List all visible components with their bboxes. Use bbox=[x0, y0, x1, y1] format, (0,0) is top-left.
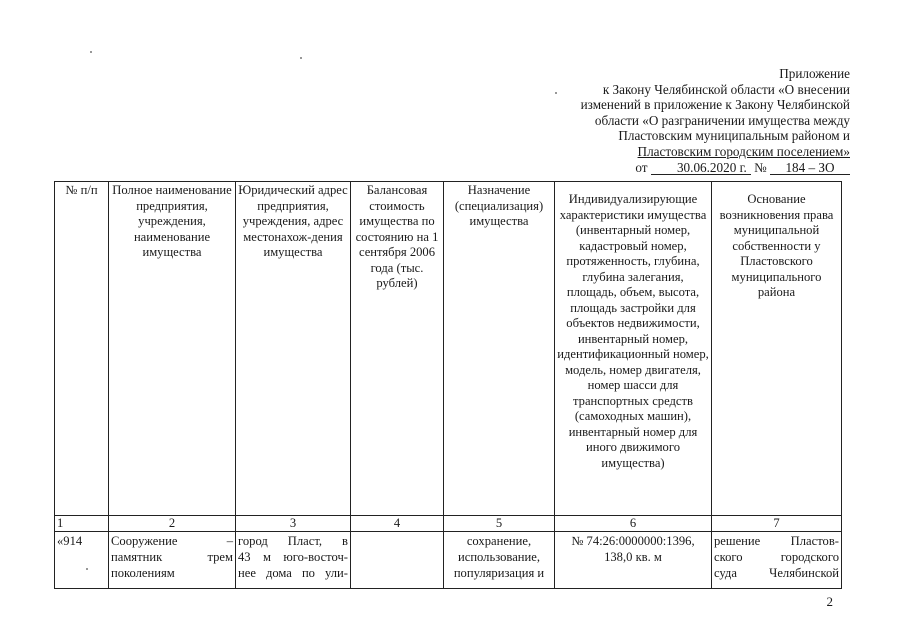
property-purpose-line: использование, bbox=[457, 550, 540, 564]
page-number: 2 bbox=[826, 594, 833, 609]
appendix-title: Приложение bbox=[779, 66, 850, 81]
property-address-line: нее дома по ули- bbox=[238, 566, 348, 580]
property-characteristics-line: 138,0 кв. м bbox=[604, 550, 662, 564]
ownership-basis bbox=[712, 532, 842, 589]
scan-speck bbox=[90, 51, 92, 53]
row-number: «914 bbox=[55, 532, 109, 589]
table-row bbox=[55, 532, 842, 589]
property-name bbox=[109, 532, 236, 589]
column-number: 7 bbox=[712, 516, 842, 532]
law-date: 30.06.2020 г. bbox=[651, 161, 751, 175]
column-number: 3 bbox=[236, 516, 351, 532]
table-header-row bbox=[55, 182, 842, 516]
column-numbers-row bbox=[55, 516, 842, 532]
property-name-line: памятник трем bbox=[111, 550, 233, 564]
number-prefix: № bbox=[754, 159, 767, 175]
ownership-basis-line: ского городского bbox=[714, 550, 839, 564]
appendix-header-line: Пластовским муниципальным районом и bbox=[618, 128, 850, 144]
column-number: 2 bbox=[109, 516, 236, 532]
ownership-basis-line: суда Челябинской bbox=[714, 566, 839, 580]
column-header-number: № п/п bbox=[55, 182, 109, 516]
column-number: 4 bbox=[351, 516, 444, 532]
appendix-header bbox=[530, 66, 850, 175]
law-date-number bbox=[530, 160, 850, 176]
ownership-basis-line: решение Пластов- bbox=[714, 534, 839, 548]
property-purpose-line: сохранение, bbox=[466, 534, 532, 548]
property-characteristics bbox=[555, 532, 712, 589]
appendix-header-line: изменений в приложение к Закону Челябинской bbox=[580, 97, 850, 113]
property-purpose bbox=[444, 532, 555, 589]
property-address-line: 43 м юго-восточ- bbox=[238, 550, 348, 564]
column-number: 6 bbox=[555, 516, 712, 532]
property-name-line: Сооружение – bbox=[111, 534, 233, 548]
appendix-header-line: Пластовским городским поселением» bbox=[637, 143, 850, 159]
property-address bbox=[236, 532, 351, 589]
property-address-line: город Пласт, в bbox=[238, 534, 348, 548]
column-header-purpose: Назначение (специализация) имущества bbox=[444, 182, 555, 516]
property-table bbox=[54, 181, 842, 589]
column-number: 5 bbox=[444, 516, 555, 532]
date-prefix: от bbox=[635, 159, 648, 175]
column-header-address: Юридический адрес предприятия, учреждения, адрес местонахож-дения имущества bbox=[236, 182, 351, 516]
balance-cost bbox=[351, 532, 444, 589]
property-characteristics-line: № 74:26:0000000:1396, bbox=[571, 534, 695, 548]
appendix-header-line: к Закону Челябинской области «О внесении bbox=[602, 81, 850, 97]
column-number: 1 bbox=[55, 516, 109, 532]
column-header-balance-cost: Балансовая стоимость имущества по состоянию на 1 сентября 2006 года (тыс. рублей) bbox=[351, 182, 444, 516]
column-header-name: Полное наименование предприятия, учреждения, наименование имущества bbox=[109, 182, 236, 516]
appendix-header-line: области «О разграничении имущества между bbox=[594, 112, 850, 128]
property-purpose-line: популяризация и bbox=[453, 566, 545, 580]
column-header-ownership-basis: Основание возникновения права муниципальной собственности у Пластовского муниципального района bbox=[712, 182, 842, 516]
scan-speck bbox=[300, 57, 302, 59]
law-number: 184 – ЗО bbox=[770, 161, 850, 175]
property-name-line: поколениям bbox=[111, 566, 175, 580]
column-header-characteristics: Индивидуализирующие характеристики имущества (инвентарный номер, кадастровый номер, протяженность, глубина, глубина залегания, площадь, объем, высота, площадь застройки для объектов недвижимости, инвентарный номер, идентификационный номер, модель, номер двигателя, номер шасси для транспортных средств (самоходных машин), инвентарный номер для иного движимого имущества) bbox=[555, 182, 712, 516]
